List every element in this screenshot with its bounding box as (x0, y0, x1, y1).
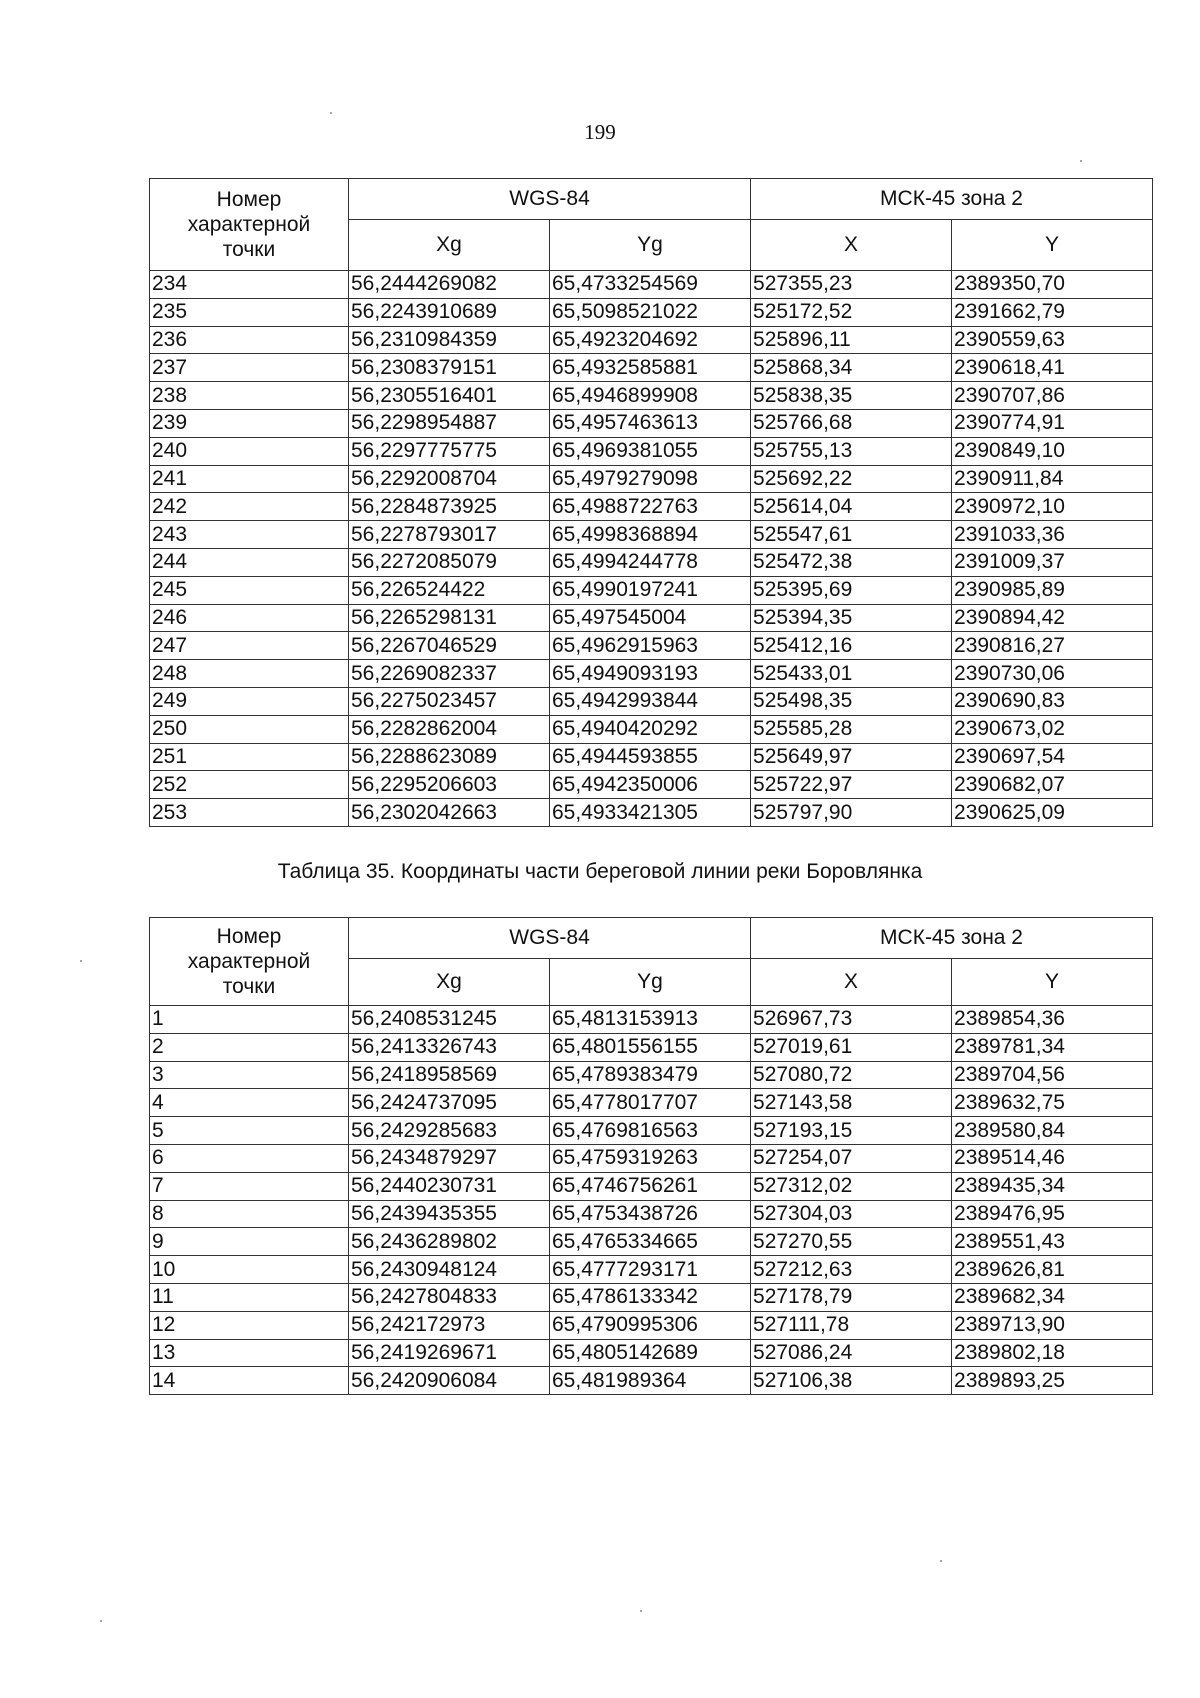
point-number-cell: 241 (150, 465, 349, 493)
y-cell: 2390730,06 (952, 660, 1153, 688)
yg-cell: 65,4990197241 (550, 576, 751, 604)
yg-cell: 65,4949093193 (550, 660, 751, 688)
x-cell: 525412,16 (751, 632, 952, 660)
yg-cell: 65,4932585881 (550, 354, 751, 382)
yg-cell: 65,4946899908 (550, 382, 751, 410)
point-number-cell: 10 (150, 1256, 349, 1284)
x-cell: 527270,55 (751, 1228, 952, 1256)
msk-header: МСК-45 зона 2 (751, 918, 1153, 959)
yg-cell: 65,4942350006 (550, 771, 751, 799)
xg-cell: 56,2436289802 (349, 1228, 550, 1256)
xg-cell: 56,226524422 (349, 576, 550, 604)
table-row (150, 799, 1153, 827)
yg-cell: 65,4765334665 (550, 1228, 751, 1256)
yg-cell: 65,4994244778 (550, 548, 751, 576)
msk-header: МСК-45 зона 2 (751, 179, 1153, 220)
yg-cell: 65,4957463613 (550, 409, 751, 437)
table-row (150, 1144, 1153, 1172)
scan-speck (940, 1560, 942, 1562)
y-cell: 2389626,81 (952, 1256, 1153, 1284)
x-cell: 525472,38 (751, 548, 952, 576)
xg-cell: 56,2284873925 (349, 493, 550, 521)
table-row (150, 521, 1153, 549)
x-cell: 525797,90 (751, 799, 952, 827)
y-cell: 2390985,89 (952, 576, 1153, 604)
table-row (150, 632, 1153, 660)
xg-cell: 56,2267046529 (349, 632, 550, 660)
xg-cell: 56,2408531245 (349, 1006, 550, 1034)
table-row (150, 298, 1153, 326)
x-cell: 525838,35 (751, 382, 952, 410)
yg-cell: 65,4733254569 (550, 271, 751, 299)
y-cell: 2390625,09 (952, 799, 1153, 827)
point-number-cell: 253 (150, 799, 349, 827)
yg-cell: 65,4813153913 (550, 1006, 751, 1034)
point-number-cell: 252 (150, 771, 349, 799)
y-cell: 2389704,56 (952, 1061, 1153, 1089)
xg-cell: 56,2269082337 (349, 660, 550, 688)
x-cell: 525394,35 (751, 604, 952, 632)
xg-cell: 56,2434879297 (349, 1144, 550, 1172)
point-number-cell: 243 (150, 521, 349, 549)
point-number-cell: 239 (150, 409, 349, 437)
table-row (150, 715, 1153, 743)
xg-header: Xg (349, 959, 550, 1006)
x-cell: 525433,01 (751, 660, 952, 688)
table-row (150, 1228, 1153, 1256)
xg-cell: 56,2297775775 (349, 437, 550, 465)
yg-cell: 65,4759319263 (550, 1144, 751, 1172)
yg-cell: 65,4778017707 (550, 1089, 751, 1117)
point-number-cell: 250 (150, 715, 349, 743)
table-2-body (150, 1006, 1153, 1395)
table-row (150, 576, 1153, 604)
xg-cell: 56,2429285683 (349, 1117, 550, 1145)
yg-cell: 65,481989364 (550, 1367, 751, 1395)
y-cell: 2391009,37 (952, 548, 1153, 576)
table-row (150, 1283, 1153, 1311)
x-cell: 525395,69 (751, 576, 952, 604)
xg-cell: 56,2272085079 (349, 548, 550, 576)
xg-cell: 56,2430948124 (349, 1256, 550, 1284)
yg-cell: 65,4801556155 (550, 1033, 751, 1061)
y-cell: 2390849,10 (952, 437, 1153, 465)
x-cell: 527143,58 (751, 1089, 952, 1117)
x-cell: 527080,72 (751, 1061, 952, 1089)
y-cell: 2390618,41 (952, 354, 1153, 382)
xg-cell: 56,2305516401 (349, 382, 550, 410)
yg-cell: 65,4923204692 (550, 326, 751, 354)
yg-cell: 65,4933421305 (550, 799, 751, 827)
table-row (150, 493, 1153, 521)
scan-speck (100, 1620, 102, 1622)
x-cell: 527111,78 (751, 1311, 952, 1339)
point-number-cell: 251 (150, 743, 349, 771)
point-number-cell: 238 (150, 382, 349, 410)
xg-cell: 56,2282862004 (349, 715, 550, 743)
point-number-cell: 3 (150, 1061, 349, 1089)
xg-cell: 56,2310984359 (349, 326, 550, 354)
x-cell: 527312,02 (751, 1172, 952, 1200)
y-cell: 2389514,46 (952, 1144, 1153, 1172)
point-header-line-1: Номер (216, 925, 282, 948)
xg-cell: 56,2420906084 (349, 1367, 550, 1395)
x-cell: 525614,04 (751, 493, 952, 521)
yg-cell: 65,4753438726 (550, 1200, 751, 1228)
y-cell: 2390697,54 (952, 743, 1153, 771)
point-number-cell: 9 (150, 1228, 349, 1256)
y-cell: 2390972,10 (952, 493, 1153, 521)
point-number-cell: 5 (150, 1117, 349, 1145)
x-cell: 525868,34 (751, 354, 952, 382)
page-number: 199 (584, 120, 616, 144)
x-cell: 527193,15 (751, 1117, 952, 1145)
xg-cell: 56,2444269082 (349, 271, 550, 299)
y-cell: 2389476,95 (952, 1200, 1153, 1228)
yg-cell: 65,4790995306 (550, 1311, 751, 1339)
yg-cell: 65,4786133342 (550, 1283, 751, 1311)
table-row (150, 687, 1153, 715)
table-row (150, 1172, 1153, 1200)
scan-speck (80, 960, 82, 962)
point-header-line-2: характерной (187, 213, 311, 236)
yg-cell: 65,497545004 (550, 604, 751, 632)
table-row (150, 326, 1153, 354)
xg-cell: 56,2427804833 (349, 1283, 550, 1311)
point-number-cell: 248 (150, 660, 349, 688)
xg-cell: 56,2298954887 (349, 409, 550, 437)
y-cell: 2390559,63 (952, 326, 1153, 354)
point-number-cell: 246 (150, 604, 349, 632)
xg-cell: 56,2302042663 (349, 799, 550, 827)
y-cell: 2390682,07 (952, 771, 1153, 799)
x-header: X (751, 959, 952, 1006)
table-row (150, 1033, 1153, 1061)
table-row (150, 1311, 1153, 1339)
point-number-cell: 8 (150, 1200, 349, 1228)
y-cell: 2389802,18 (952, 1339, 1153, 1367)
wgs-header: WGS-84 (349, 179, 751, 220)
x-cell: 525896,11 (751, 326, 952, 354)
yg-cell: 65,4789383479 (550, 1061, 751, 1089)
y-cell: 2389781,34 (952, 1033, 1153, 1061)
y-cell: 2391033,36 (952, 521, 1153, 549)
yg-cell: 65,4777293171 (550, 1256, 751, 1284)
yg-cell: 65,4962915963 (550, 632, 751, 660)
point-number-header (150, 179, 349, 271)
table-row (150, 771, 1153, 799)
scan-speck (1080, 160, 1082, 162)
xg-cell: 56,2265298131 (349, 604, 550, 632)
y-cell: 2390774,91 (952, 409, 1153, 437)
x-cell: 527212,63 (751, 1256, 952, 1284)
xg-cell: 56,2278793017 (349, 521, 550, 549)
x-cell: 527086,24 (751, 1339, 952, 1367)
yg-cell: 65,4998368894 (550, 521, 751, 549)
point-number-cell: 236 (150, 326, 349, 354)
xg-cell: 56,2295206603 (349, 771, 550, 799)
x-cell: 525585,28 (751, 715, 952, 743)
scan-speck (330, 112, 332, 114)
x-cell: 525547,61 (751, 521, 952, 549)
table-row (150, 465, 1153, 493)
point-number-cell: 245 (150, 576, 349, 604)
point-header-line-1: Номер (216, 188, 282, 211)
x-header: X (751, 220, 952, 271)
yg-cell: 65,4805142689 (550, 1339, 751, 1367)
yg-cell: 65,4979279098 (550, 465, 751, 493)
x-cell: 526967,73 (751, 1006, 952, 1034)
yg-cell: 65,4988722763 (550, 493, 751, 521)
point-number-cell: 14 (150, 1367, 349, 1395)
table-row (150, 548, 1153, 576)
y-cell: 2391662,79 (952, 298, 1153, 326)
yg-cell: 65,4942993844 (550, 687, 751, 715)
xg-cell: 56,2275023457 (349, 687, 550, 715)
yg-header: Yg (550, 220, 751, 271)
table-row (150, 1256, 1153, 1284)
x-cell: 525498,35 (751, 687, 952, 715)
point-number-cell: 6 (150, 1144, 349, 1172)
xg-cell: 56,2413326743 (349, 1033, 550, 1061)
xg-cell: 56,242172973 (349, 1311, 550, 1339)
table-row (150, 1339, 1153, 1367)
yg-header: Yg (550, 959, 751, 1006)
point-header-line-2: характерной (187, 950, 311, 973)
xg-header: Xg (349, 220, 550, 271)
yg-cell: 65,4944593855 (550, 743, 751, 771)
x-cell: 527019,61 (751, 1033, 952, 1061)
point-header-line-3: точки (222, 975, 276, 998)
point-number-cell: 4 (150, 1089, 349, 1117)
xg-cell: 56,2439435355 (349, 1200, 550, 1228)
point-header-line-3: точки (222, 238, 276, 261)
y-cell: 2390816,27 (952, 632, 1153, 660)
y-cell: 2390894,42 (952, 604, 1153, 632)
point-number-cell: 1 (150, 1006, 349, 1034)
y-cell: 2390690,83 (952, 687, 1153, 715)
x-cell: 525649,97 (751, 743, 952, 771)
xg-cell: 56,2292008704 (349, 465, 550, 493)
point-number-cell: 237 (150, 354, 349, 382)
x-cell: 525722,97 (751, 771, 952, 799)
point-number-cell: 235 (150, 298, 349, 326)
point-number-cell: 13 (150, 1339, 349, 1367)
xg-cell: 56,2418958569 (349, 1061, 550, 1089)
point-number-cell: 2 (150, 1033, 349, 1061)
y-cell: 2389350,70 (952, 271, 1153, 299)
xg-cell: 56,2308379151 (349, 354, 550, 382)
scan-speck (640, 1610, 642, 1612)
table-row (150, 437, 1153, 465)
y-header: Y (952, 220, 1153, 271)
point-number-header (150, 918, 349, 1006)
table-row (150, 271, 1153, 299)
xg-cell: 56,2424737095 (349, 1089, 550, 1117)
yg-cell: 65,4769816563 (550, 1117, 751, 1145)
table-row (150, 604, 1153, 632)
point-number-cell: 240 (150, 437, 349, 465)
x-cell: 527178,79 (751, 1283, 952, 1311)
x-cell: 527355,23 (751, 271, 952, 299)
table-row (150, 1200, 1153, 1228)
table-row (150, 1117, 1153, 1145)
point-number-cell: 12 (150, 1311, 349, 1339)
point-number-cell: 234 (150, 271, 349, 299)
x-cell: 527304,03 (751, 1200, 952, 1228)
table-row (150, 743, 1153, 771)
point-number-cell: 7 (150, 1172, 349, 1200)
table-row (150, 1367, 1153, 1395)
yg-cell: 65,4969381055 (550, 437, 751, 465)
xg-cell: 56,2419269671 (349, 1339, 550, 1367)
table-row (150, 1006, 1153, 1034)
y-cell: 2390707,86 (952, 382, 1153, 410)
table-row (150, 354, 1153, 382)
table-1-body (150, 271, 1153, 827)
x-cell: 525692,22 (751, 465, 952, 493)
x-cell: 525755,13 (751, 437, 952, 465)
table-row (150, 660, 1153, 688)
table-row (150, 382, 1153, 410)
y-header: Y (952, 959, 1153, 1006)
y-cell: 2389854,36 (952, 1006, 1153, 1034)
table-row (150, 409, 1153, 437)
point-number-cell: 244 (150, 548, 349, 576)
x-cell: 527106,38 (751, 1367, 952, 1395)
xg-cell: 56,2440230731 (349, 1172, 550, 1200)
y-cell: 2390911,84 (952, 465, 1153, 493)
point-number-cell: 249 (150, 687, 349, 715)
table-caption: Таблица 35. Координаты части береговой линии реки Боровлянка (277, 860, 923, 883)
y-cell: 2389713,90 (952, 1311, 1153, 1339)
y-cell: 2389435,34 (952, 1172, 1153, 1200)
point-number-cell: 242 (150, 493, 349, 521)
point-number-cell: 247 (150, 632, 349, 660)
xg-cell: 56,2288623089 (349, 743, 550, 771)
wgs-header: WGS-84 (349, 918, 751, 959)
xg-cell: 56,2243910689 (349, 298, 550, 326)
x-cell: 525172,52 (751, 298, 952, 326)
x-cell: 525766,68 (751, 409, 952, 437)
y-cell: 2389893,25 (952, 1367, 1153, 1395)
y-cell: 2389551,43 (952, 1228, 1153, 1256)
coordinates-table-2 (149, 917, 1153, 1395)
yg-cell: 65,4746756261 (550, 1172, 751, 1200)
yg-cell: 65,5098521022 (550, 298, 751, 326)
y-cell: 2390673,02 (952, 715, 1153, 743)
y-cell: 2389632,75 (952, 1089, 1153, 1117)
table-row (150, 1089, 1153, 1117)
y-cell: 2389682,34 (952, 1283, 1153, 1311)
y-cell: 2389580,84 (952, 1117, 1153, 1145)
point-number-cell: 11 (150, 1283, 349, 1311)
yg-cell: 65,4940420292 (550, 715, 751, 743)
table-row (150, 1061, 1153, 1089)
x-cell: 527254,07 (751, 1144, 952, 1172)
coordinates-table-1 (149, 178, 1153, 827)
